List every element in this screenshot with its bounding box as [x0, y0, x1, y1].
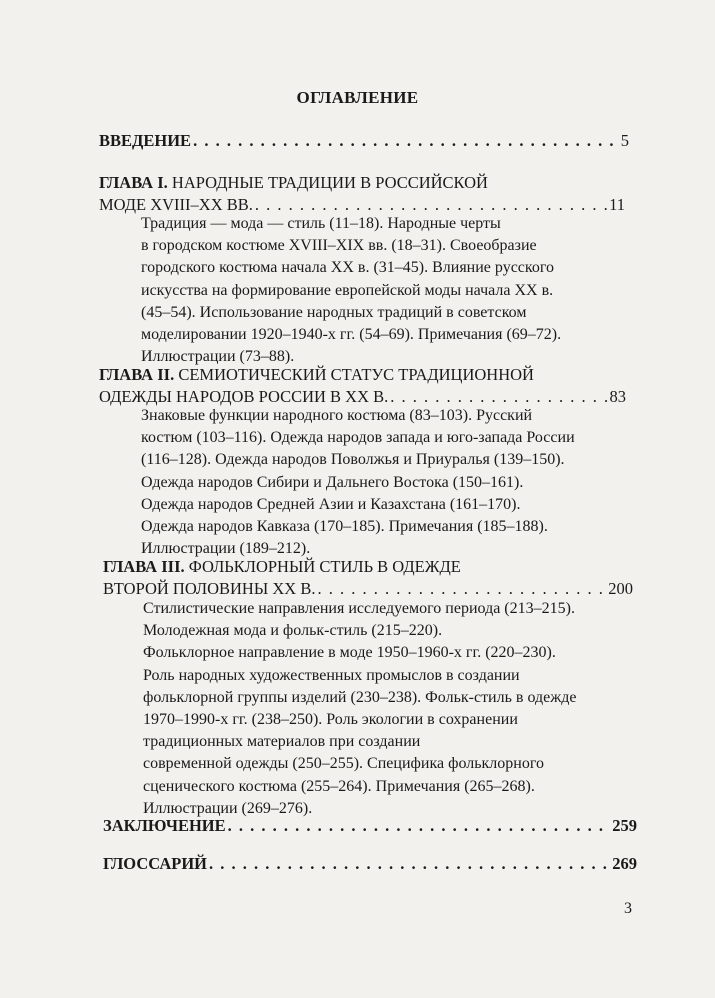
- toc-page-number: 200: [608, 579, 633, 598]
- chapter-1-sections: [141, 213, 561, 368]
- chapter-3-sections: [143, 598, 577, 820]
- section-line: 1970–1990-х гг. (238–250). Роль экологии в сохранении: [143, 711, 518, 729]
- toc-entry-glossary[interactable]: [103, 853, 637, 875]
- section-line: традиционных материалов при создании: [143, 733, 421, 751]
- chapter-title-line-1: СЕМИОТИЧЕСКИЙ СТАТУС ТРАДИЦИОННОЙ: [178, 365, 534, 384]
- section-line: (116–128). Одежда народов Поволжья и Приуралья (139–150).: [141, 451, 565, 469]
- chapter-number: ГЛАВА II.: [99, 365, 175, 384]
- section-line: Одежда народов Сибири и Дальнего Востока (150–161).: [141, 473, 524, 491]
- toc-entry-conclusion[interactable]: [103, 815, 637, 837]
- section-line: искусства на формирование европейской моды начала XX в.: [141, 281, 554, 299]
- toc-entry-introduction[interactable]: [99, 130, 629, 152]
- toc-label: ЗАКЛЮЧЕНИЕ: [103, 816, 226, 835]
- chapter-title-line-1: НАРОДНЫЕ ТРАДИЦИИ В РОССИЙСКОЙ: [171, 173, 488, 192]
- section-line: в городском костюме XVIII–XIX вв. (18–31). Своеобразие: [141, 237, 537, 255]
- section-line: Одежда народов Кавказа (170–185). Примечания (185–188).: [141, 518, 548, 536]
- section-line: Традиция — мода — стиль (11–18). Народные черты: [141, 215, 501, 232]
- toc-page-number: 259: [612, 816, 637, 835]
- section-line: моделировании 1920–1940-х гг. (54–69). Примечания (69–72).: [141, 326, 562, 344]
- chapter-number: ГЛАВА I.: [99, 173, 168, 192]
- section-line: Одежда народов Средней Азии и Казахстана (161–170).: [141, 495, 521, 513]
- toc-page-number: 5: [620, 131, 629, 150]
- chapter-1-heading[interactable]: [99, 172, 488, 194]
- section-line: Роль народных художественных промыслов в создании: [143, 666, 520, 684]
- chapter-2-sections: [141, 405, 575, 560]
- chapter-title-line-1: ФОЛЬКЛОРНЫЙ СТИЛЬ В ОДЕЖДЕ: [188, 557, 461, 576]
- chapter-3-heading[interactable]: [103, 556, 461, 578]
- section-line: костюм (103–116). Одежда народов запада и юго-запада России: [141, 429, 575, 447]
- page-title: ОГЛАВЛЕНИЕ: [296, 88, 419, 107]
- section-line: городского костюма начала XX в. (31–45). Влияние русского: [141, 259, 555, 277]
- section-line: Стилистические направления исследуемого периода (213–215).: [143, 600, 575, 617]
- toc-label: ВВЕДЕНИЕ: [99, 131, 192, 150]
- section-line: Фольклорное направление в моде 1950–1960-х гг. (220–230).: [143, 644, 556, 662]
- toc-label: ГЛОССАРИЙ: [103, 854, 208, 873]
- chapter-title-line-2: ОДЕЖДЫ НАРОДОВ РОССИИ В XX В.: [99, 387, 389, 406]
- section-line: Иллюстрации (269–276).: [143, 799, 313, 817]
- leader-dots: [317, 578, 606, 600]
- chapter-2-heading[interactable]: [99, 364, 534, 386]
- chapter-number: ГЛАВА III.: [103, 557, 185, 576]
- section-line: Иллюстрации (73–88).: [141, 348, 295, 366]
- chapter-title-line-2: МОДЕ XVIII–XX ВВ.: [99, 195, 253, 214]
- leader-dots: [209, 853, 610, 875]
- section-line: Иллюстрации (189–212).: [141, 540, 311, 558]
- toc-page-number: 11: [609, 195, 625, 214]
- section-line: сценического костюма (255–264). Примечания (265–268).: [143, 777, 535, 795]
- chapter-title-line-2: ВТОРОЙ ПОЛОВИНЫ XX В.: [103, 579, 316, 598]
- section-line: Молодежная мода и фольк-стиль (215–220).: [143, 622, 443, 640]
- page-number: 3: [624, 900, 632, 917]
- section-line: Знаковые функции народного костюма (83–103). Русский: [141, 407, 533, 424]
- section-line: (45–54). Использование народных традиций в советском: [141, 303, 527, 321]
- toc-page-number: 83: [609, 387, 626, 406]
- toc-page-number: 269: [612, 854, 637, 873]
- leader-dots: [228, 815, 611, 837]
- leader-dots: [193, 130, 619, 152]
- chapter-3-title-line-2[interactable]: [103, 578, 633, 600]
- section-line: фольклорной группы изделий (230–238). Фольк-стиль в одежде: [143, 688, 577, 706]
- section-line: современной одежды (250–255). Специфика фольклорного: [143, 755, 544, 773]
